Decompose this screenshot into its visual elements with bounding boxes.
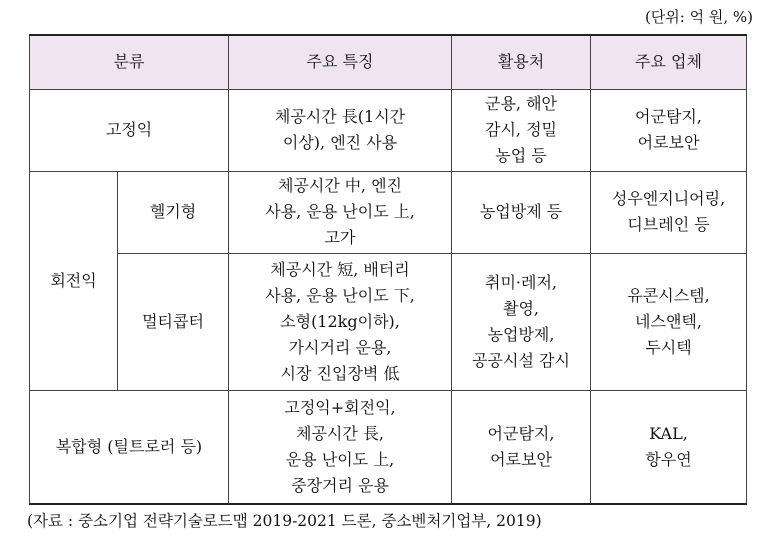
- uses-cell: [452, 89, 591, 171]
- cell-line: 어로보안: [490, 449, 552, 469]
- category-cell: 고정익: [30, 89, 229, 171]
- cell-line: 체공시간 短, 배터리: [270, 259, 410, 279]
- category-cell: 회전익: [30, 171, 118, 390]
- cell-line: 농업방제 등: [479, 202, 563, 221]
- cell-line: 촬영,: [503, 298, 540, 318]
- cell-line: 어군탐지,: [635, 107, 702, 126]
- table-row: [30, 390, 747, 504]
- table-row: [30, 171, 747, 253]
- cell-line: 운용 난이도 上,: [285, 449, 395, 469]
- cell-line: 시장 진입장벽 低: [280, 363, 400, 383]
- cell-line: 유콘시스템,: [627, 285, 710, 305]
- cell-line: 네스앤텍,: [635, 311, 702, 331]
- subcategory-cell: 헬기형: [118, 171, 229, 253]
- cell-line: 체공시간 中, 엔진: [278, 176, 403, 195]
- cell-line: 성우엔지니어링,: [611, 189, 726, 208]
- table-row: [30, 253, 747, 390]
- cell-line: 체공시간 長,: [296, 423, 385, 443]
- features-cell: [229, 253, 452, 390]
- cell-line: 농업 등: [495, 146, 547, 165]
- cell-line: 중장거리 운용: [291, 475, 389, 495]
- uses-cell: [452, 171, 591, 253]
- source-note: (자료 : 중소기업 전략기술로드맵 2019-2021 드론, 중소벤처기업부, 2019): [27, 512, 542, 530]
- cell-line: 고가: [324, 228, 356, 247]
- header-features: 주요 특징: [229, 35, 452, 89]
- features-cell: [229, 89, 452, 171]
- companies-cell: [591, 89, 747, 171]
- companies-cell: [591, 253, 747, 390]
- cell-line: 항우연: [645, 449, 692, 469]
- category-cell: 복합형 (틸트로러 등): [30, 390, 229, 504]
- cell-line: 어로보안: [637, 133, 700, 152]
- cell-line: 농업방제,: [487, 324, 555, 344]
- cell-line: 가시거리 운용,: [288, 337, 392, 357]
- drone-classification-table: [29, 34, 747, 505]
- uses-cell: [452, 390, 591, 504]
- cell-line: 감시, 정밀: [485, 120, 558, 139]
- cell-line: 공공시설 감시: [472, 350, 570, 370]
- cell-line: 디브레인 등: [627, 215, 710, 234]
- subcategory-cell: 멀티콥터: [118, 253, 229, 390]
- cell-line: 취미·레저,: [485, 272, 558, 292]
- cell-line: 두시텍: [645, 337, 692, 357]
- header-uses: 활용처: [452, 35, 591, 89]
- cell-line: 이상), 엔진 사용: [282, 133, 398, 152]
- table-row: [30, 89, 747, 171]
- companies-cell: [591, 390, 747, 504]
- cell-line: 소형(12kg이하),: [280, 311, 400, 331]
- cell-line: 고정익+회전익,: [284, 397, 396, 417]
- unit-label: (단위: 억 원, %): [644, 8, 753, 26]
- cell-line: KAL,: [649, 423, 688, 443]
- uses-cell: [452, 253, 591, 390]
- cell-line: 사용, 운용 난이도 下,: [265, 285, 415, 305]
- features-cell: [229, 171, 452, 253]
- header-category: 분류: [30, 35, 229, 89]
- cell-line: 어군탐지,: [487, 423, 555, 443]
- companies-cell: [591, 171, 747, 253]
- cell-line: 체공시간 長(1시간: [274, 107, 406, 126]
- cell-line: 군용, 해안: [485, 94, 558, 113]
- features-cell: [229, 390, 452, 504]
- header-companies: 주요 업체: [591, 35, 747, 89]
- cell-line: 사용, 운용 난이도 上,: [265, 202, 415, 221]
